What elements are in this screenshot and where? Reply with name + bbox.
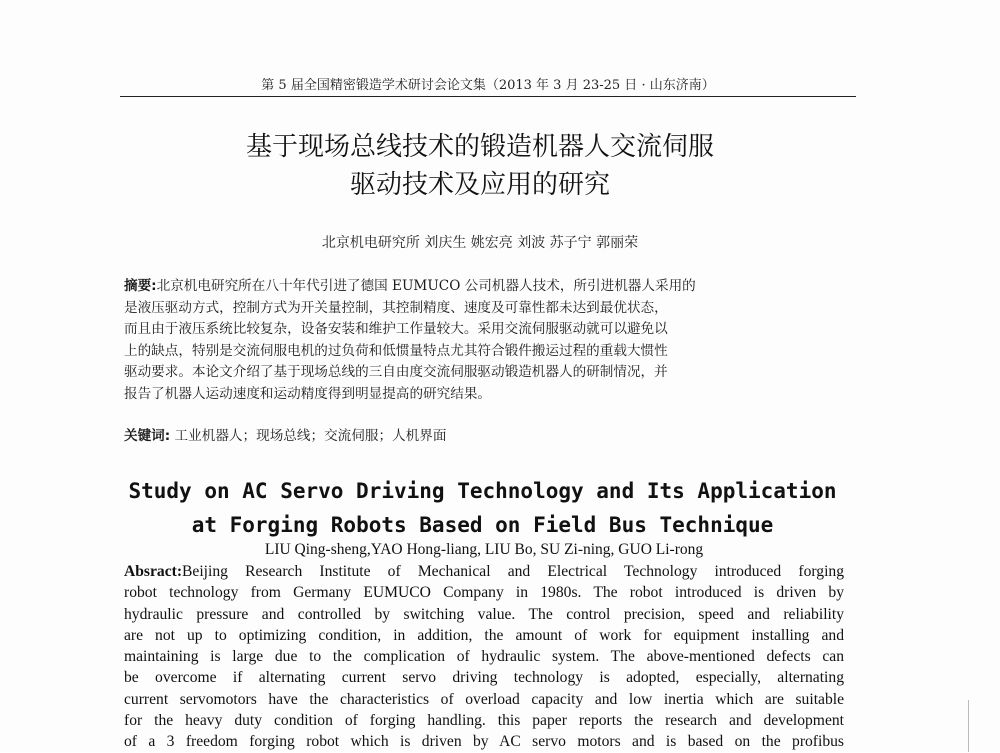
running-header: 第 5 届全国精密锻造学术研讨会论文集（2013 年 3 月 23-25 日 · 山东济南） bbox=[261, 78, 715, 93]
english-abstract-line: maintaining is large due to the complication of hydraulic system. The above-mentioned defects can bbox=[124, 648, 844, 666]
english-abstract-line: hydraulic pressure and controlled by switching value. The control precision, speed and reliability bbox=[124, 605, 844, 623]
chinese-abstract-line: 北京机电研究所在八十年代引进了德国 EUMUCO 公司机器人技术，所引进机器人采用的 bbox=[156, 278, 696, 294]
chinese-keywords-label: 关键词: bbox=[124, 428, 171, 444]
english-title-line-2: at Forging Robots Based on Field Bus Technique bbox=[191, 513, 774, 537]
english-title-line-1: Study on AC Servo Driving Technology and Its Application bbox=[128, 479, 837, 503]
chinese-abstract-line: 上的缺点，特别是交流伺服电机的过负荷和低惯量特点尤其符合锻件搬运过程的重载大惯性 bbox=[124, 342, 668, 359]
english-abstract-line: of a 3 freedom forging robot which is driven by AC servo motors and is based on the profibus bbox=[124, 733, 844, 751]
chinese-abstract-line: 是液压驱动方式，控制方式为开关量控制，其控制精度、速度及可靠性都未达到最优状态， bbox=[124, 299, 668, 316]
chinese-abstract-label: 摘要: bbox=[124, 278, 157, 294]
header-rule bbox=[120, 96, 856, 97]
english-abstract-line bbox=[124, 561, 844, 582]
chinese-title-line-2: 驱动技术及应用的研究 bbox=[349, 170, 610, 200]
english-abstract-line: for the heavy duty condition of forging handling. this paper reports the research and development bbox=[124, 712, 844, 730]
chinese-title-line-1: 基于现场总线技术的锻造机器人交流伺服 bbox=[245, 132, 714, 162]
english-abstract-line: current servomotors have the characteristics of overload capacity and low inertia which are suitable bbox=[124, 690, 844, 708]
english-abstract bbox=[124, 561, 844, 753]
chinese-abstract bbox=[124, 276, 844, 405]
english-title bbox=[110, 474, 855, 542]
scan-edge-line bbox=[968, 700, 969, 752]
chinese-authors: 北京机电研究所 刘庆生 姚宏亮 刘波 苏子宁 郭丽荣 bbox=[321, 235, 639, 251]
english-abstract-line: are not up to optimizing condition, in addition, the amount of work for equipment installing and bbox=[124, 626, 844, 644]
english-abstract-line: be overcome if alternating current servo driving technology is adopted, especially, alternating bbox=[124, 669, 844, 687]
english-authors: LIU Qing-sheng,YAO Hong-liang, LIU Bo, SU Zi-ning, GUO Li-rong bbox=[264, 541, 704, 558]
english-abstract-line: robot technology from Germany EUMUCO Company in 1980s. The robot introduced is driven by bbox=[124, 584, 844, 602]
chinese-title bbox=[150, 128, 810, 204]
chinese-keywords-text: 工业机器人；现场总线；交流伺服；人机界面 bbox=[174, 428, 447, 444]
chinese-abstract-line: 报告了机器人运动速度和运动精度得到明显提高的研究结果。 bbox=[124, 385, 492, 402]
english-abstract-label: Absract: bbox=[124, 563, 183, 580]
chinese-abstract-line: 而且由于液压系统比较复杂，设备安装和维护工作量较大。采用交流伺服驱动就可以避免以 bbox=[124, 321, 668, 337]
chinese-keywords bbox=[124, 426, 844, 446]
english-abstract-first: Beijing Research Institute of Mechanical and Electrical Technology introduced forging bbox=[182, 563, 844, 580]
chinese-abstract-line: 驱动要求。本论文介绍了基于现场总线的三自由度交流伺服驱动锻造机器人的研制情况，并 bbox=[124, 364, 668, 380]
